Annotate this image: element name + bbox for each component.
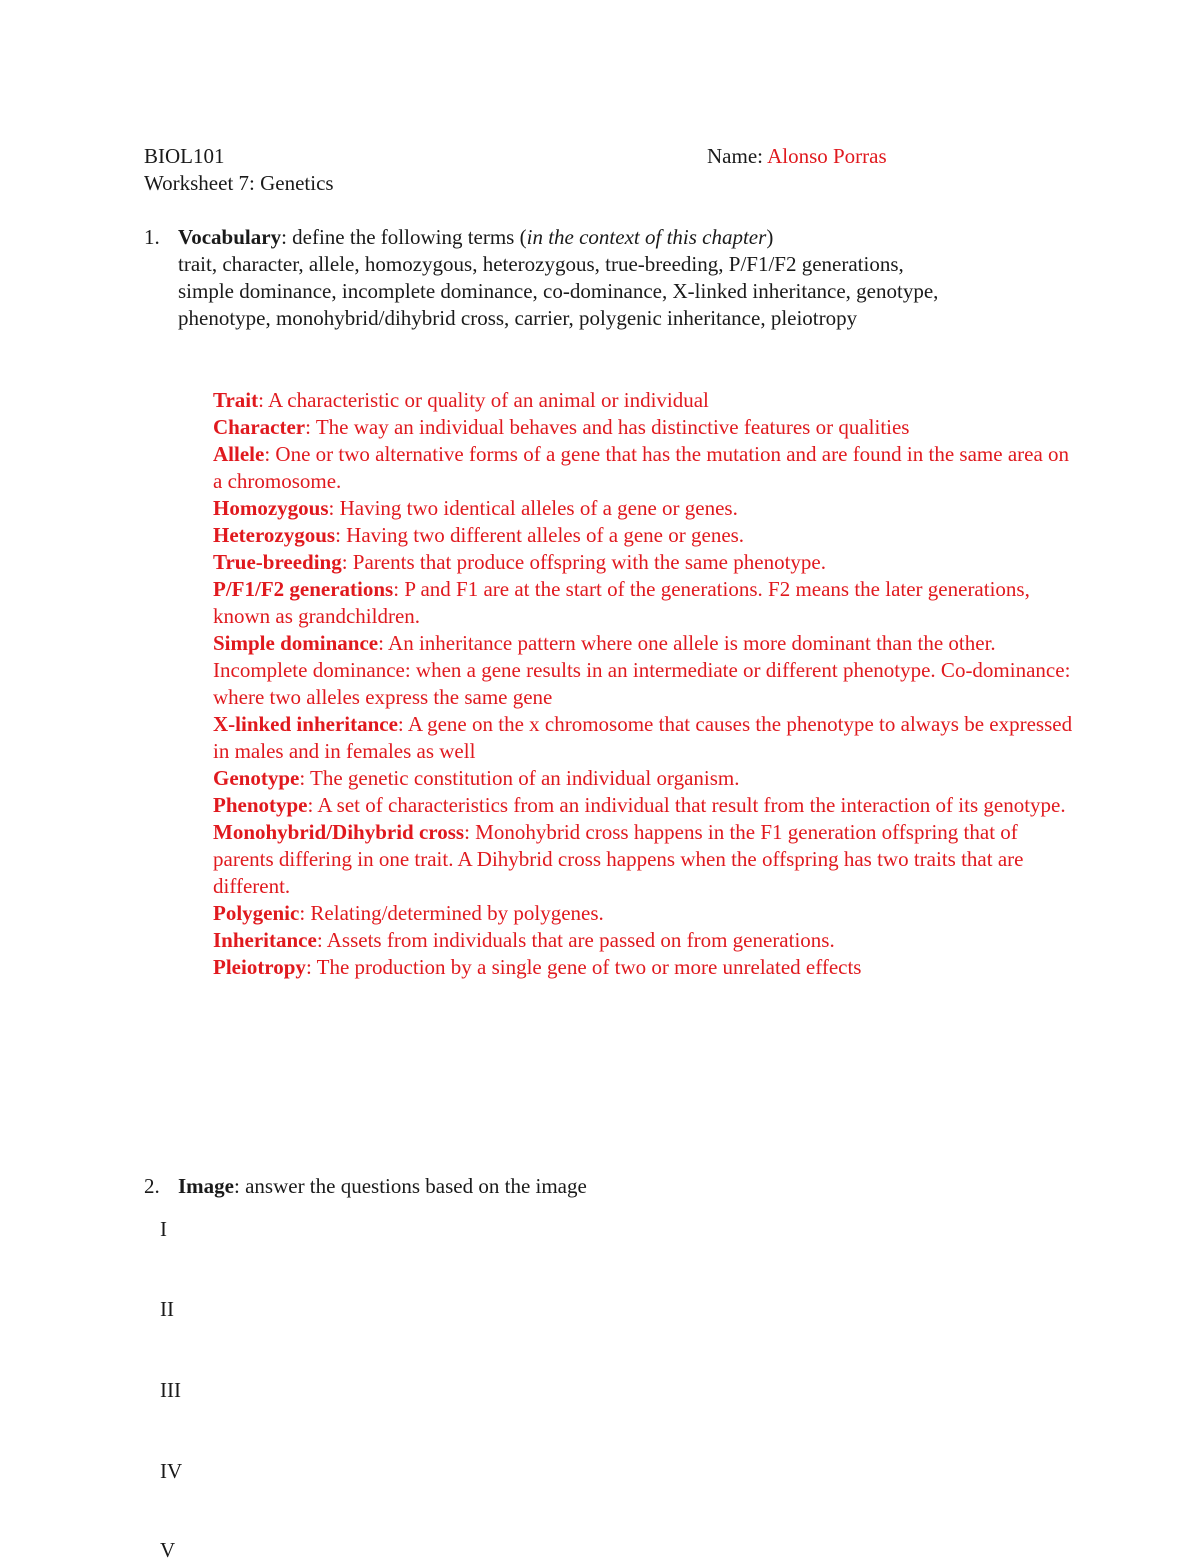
definition-text: : An inheritance pattern where one allele is more dominant than the other. Incomplete dominance: when a gene results in an intermediate or different phenotype. Co-dominance: where two alleles express the same gene <box>213 631 1071 709</box>
course-code: BIOL101 <box>144 144 225 168</box>
question-1-title: Vocabulary <box>178 225 282 249</box>
definition-item <box>213 792 1073 819</box>
definition-item <box>213 387 1073 414</box>
definition-text: : Parents that produce offspring with the same phenotype. <box>341 550 826 574</box>
definition-term: Monohybrid/Dihybrid cross <box>213 820 465 844</box>
definition-item <box>213 576 1073 630</box>
definition-item <box>213 765 1073 792</box>
definition-term: Genotype <box>213 766 300 790</box>
question-2-number: 2. <box>144 1174 160 1198</box>
definition-text: : Having two different alleles of a gene or genes. <box>335 523 745 547</box>
prompt-close: ) <box>766 225 774 249</box>
definition-term: Phenotype <box>213 793 308 817</box>
prompt-text: : define the following terms ( <box>281 225 527 249</box>
definition-text: : Having two identical alleles of a gene or genes. <box>328 496 738 520</box>
definition-text: : Monohybrid cross happens in the F1 generation offspring that of parents differing in one trait. A Dihybrid cross happens when the offspring has two traits that are different. <box>213 820 1024 898</box>
terms-line: simple dominance, incomplete dominance, co-dominance, X-linked inheritance, genotype, <box>178 279 939 303</box>
definition-term: Heterozygous <box>213 523 336 547</box>
prompt-italic: in the context of this chapter <box>526 225 767 249</box>
name-label: Name: <box>707 144 763 168</box>
definition-term: Character <box>213 415 306 439</box>
definition-term: Homozygous <box>213 496 329 520</box>
question-2-title: Image <box>178 1174 234 1198</box>
definition-text: : A gene on the x chromosome that causes the phenotype to always be expressed in males and in females as well <box>213 712 1073 763</box>
worksheet-title: Worksheet 7: Genetics <box>144 171 334 195</box>
terms-line: phenotype, monohybrid/dihybrid cross, carrier, polygenic inheritance, pleiotropy <box>178 306 858 330</box>
question-1-body <box>178 224 1058 332</box>
definition-term: True-breeding <box>213 550 342 574</box>
question-1-number: 1. <box>144 225 160 249</box>
definition-term: Polygenic <box>213 901 300 925</box>
definition-text: : The production by a single gene of two or more unrelated effects <box>305 955 862 979</box>
definition-item <box>213 900 1073 927</box>
student-name-line <box>707 143 887 170</box>
prompt-text: : answer the questions based on the image <box>234 1174 587 1198</box>
student-name: Alonso Porras <box>767 144 887 168</box>
definition-item <box>213 954 1073 981</box>
definition-text: : A set of characteristics from an individual that result from the interaction of its genotype. <box>307 793 1066 817</box>
definition-text: : A characteristic or quality of an animal or individual <box>258 388 709 412</box>
definition-item <box>213 495 1073 522</box>
definition-term: Allele <box>213 442 265 466</box>
roman-item-iv: IV <box>160 1459 183 1483</box>
question-2-prompt <box>178 1173 1058 1200</box>
terms-line: trait, character, allele, homozygous, heterozygous, true-breeding, P/F1/F2 generations, <box>178 252 904 276</box>
definition-term: Simple dominance <box>213 631 379 655</box>
definitions-list <box>213 387 1073 981</box>
roman-item-v: V <box>160 1538 176 1562</box>
definition-item <box>213 630 1073 711</box>
definition-term: Trait <box>213 388 259 412</box>
definition-item <box>213 549 1073 576</box>
definition-text: : One or two alternative forms of a gene that has the mutation and are found in the same area on a chromosome. <box>213 442 1070 493</box>
question-1-prompt <box>178 224 1058 251</box>
roman-item-ii: II <box>160 1297 174 1321</box>
definition-item <box>213 711 1073 765</box>
definition-item <box>213 522 1073 549</box>
definition-term: X-linked inheritance <box>213 712 398 736</box>
definition-text: : Relating/determined by polygenes. <box>299 901 604 925</box>
definition-text: : P and F1 are at the start of the generations. F2 means the later generations, known as grandchildren. <box>213 577 1030 628</box>
definition-text: : Assets from individuals that are passed on from generations. <box>316 928 835 952</box>
definition-text: : The genetic constitution of an individual organism. <box>299 766 740 790</box>
roman-item-i: I <box>160 1217 167 1241</box>
definition-item <box>213 927 1073 954</box>
definition-term: Inheritance <box>213 928 317 952</box>
definition-term: Pleiotropy <box>213 955 306 979</box>
definition-text: : The way an individual behaves and has distinctive features or qualities <box>305 415 910 439</box>
roman-item-iii: III <box>160 1378 181 1402</box>
definition-item <box>213 819 1073 900</box>
definition-item <box>213 441 1073 495</box>
definition-item <box>213 414 1073 441</box>
definition-term: P/F1/F2 generations <box>213 577 394 601</box>
